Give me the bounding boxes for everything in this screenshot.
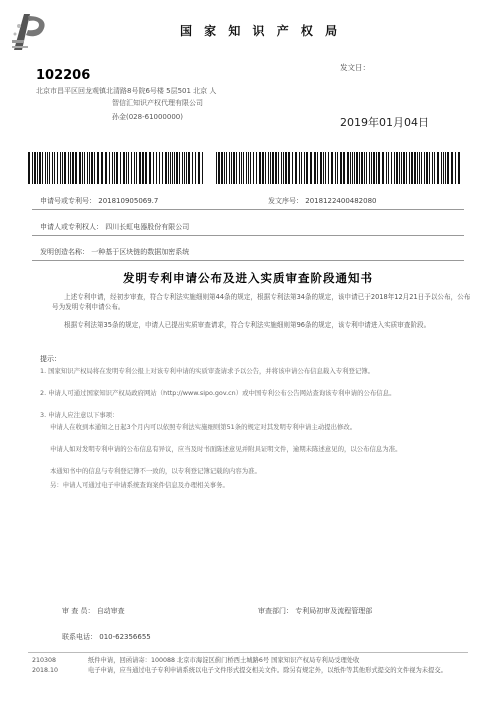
applicant-value: 四川长虹电器股份有限公司 xyxy=(105,223,190,231)
barcode-bar xyxy=(434,152,435,184)
barcode-bar xyxy=(347,152,349,184)
barcode-bar xyxy=(388,152,389,184)
barcode-bar xyxy=(310,152,312,184)
barcode-bar xyxy=(224,152,225,184)
barcode-bar xyxy=(371,152,372,184)
barcode-bar xyxy=(239,152,240,184)
barcode-bar xyxy=(246,152,247,184)
barcode-bar xyxy=(317,152,318,184)
barcode-bar xyxy=(369,152,370,184)
note-item: 另：申请人可通过电子申请系统查询案件信息及办理相关事务。 xyxy=(50,481,229,489)
barcode-bar xyxy=(131,152,132,184)
divider xyxy=(32,209,464,210)
barcode-bar xyxy=(70,152,71,184)
barcode-bar xyxy=(182,152,183,184)
barcode-bar xyxy=(359,152,360,184)
barcode-bar xyxy=(352,152,353,184)
applicant-label: 申请人或专利权人： xyxy=(40,223,103,231)
barcode-bar xyxy=(373,152,375,184)
barcode-bar xyxy=(97,152,99,184)
barcode-bar xyxy=(170,152,171,184)
office-name: 国 家 知 识 产 权 局 xyxy=(180,24,342,38)
barcode-bar xyxy=(241,152,242,184)
note-item: 本通知书中的信息与专利登记簿不一致的，以专利登记簿记载的内容为准。 xyxy=(50,467,261,475)
barcode-bar xyxy=(114,152,115,184)
barcode-bar xyxy=(120,152,121,184)
barcode-bar xyxy=(331,152,333,184)
barcode-bar xyxy=(101,152,103,184)
invention-label: 发明创造名称： xyxy=(40,248,89,256)
footer-line: 纸件申请，回函请寄：100088 北京市海淀区蓟门桥西土城路6号 国家知识产权局专利局受理处收 xyxy=(88,657,360,664)
barcode-bar xyxy=(356,152,358,184)
barcode-bar xyxy=(216,152,217,184)
barcode-bar xyxy=(366,152,367,184)
barcode-bar xyxy=(248,152,249,184)
barcode-bar xyxy=(262,152,264,184)
barcode-bar xyxy=(172,152,173,184)
barcode-bar xyxy=(79,152,81,184)
contact-row xyxy=(62,632,151,642)
barcode-bar xyxy=(350,152,351,184)
barcode-bar xyxy=(451,152,453,184)
barcode-bar xyxy=(91,152,93,184)
doc-serial-label: 发文序号： xyxy=(268,197,303,205)
barcode-bar xyxy=(123,152,125,184)
barcode-bar xyxy=(60,152,61,184)
barcode-bar xyxy=(198,152,200,184)
barcode-bar xyxy=(32,152,33,184)
barcode-bar xyxy=(272,152,274,184)
barcode-bar xyxy=(87,152,88,184)
barcode-bar xyxy=(399,152,400,184)
barcode-bar xyxy=(288,152,290,184)
barcode-bar xyxy=(159,152,160,184)
barcode-bar xyxy=(174,152,175,184)
barcode-bar xyxy=(75,152,77,184)
barcode-bar xyxy=(409,152,410,184)
barcode-bar xyxy=(112,152,113,184)
application-number-label: 申请号或专利号： xyxy=(40,197,96,205)
barcode-bar xyxy=(292,152,293,184)
barcode-bar xyxy=(417,152,418,184)
barcode-bar xyxy=(153,152,154,184)
barcode-bar xyxy=(443,152,444,184)
barcode-bar xyxy=(49,152,50,184)
barcode-bar xyxy=(139,152,141,184)
barcode-bar xyxy=(184,152,185,184)
barcode-bar xyxy=(314,152,316,184)
barcode-bar xyxy=(437,152,439,184)
examiner-value: 自动审查 xyxy=(96,607,125,615)
contact-value: 010-62356655 xyxy=(99,633,151,641)
barcode-bar xyxy=(403,152,405,184)
application-number-row xyxy=(40,196,158,206)
form-date: 2018.10 xyxy=(32,667,59,674)
note-item: 申请人在收到本通知之日起3个月内可以依照专利法实施细则第51条的规定对其发明专利申请主动提出修改。 xyxy=(50,423,357,431)
applicant-row xyxy=(40,222,189,232)
barcode-bar xyxy=(421,152,422,184)
barcode-bar xyxy=(82,152,83,184)
barcode-bar xyxy=(84,152,85,184)
barcode-bar xyxy=(186,152,187,184)
barcode-bar xyxy=(328,152,329,184)
doc-serial-row xyxy=(268,196,377,206)
barcode-bar xyxy=(243,152,244,184)
notice-paragraph: 上述专利申请，经初步审查，符合专利法实施细则第44条的规定，根据专利法第34条的规定，该申请已于2018年12月21日予以公布，公布号为发明专利申请公布。 xyxy=(52,293,471,311)
address-line: 孙金(028-61000000) xyxy=(112,113,183,121)
barcode-bar xyxy=(188,152,190,184)
barcode-bar xyxy=(325,152,326,184)
barcode-bar xyxy=(429,152,430,184)
barcode-bar xyxy=(283,152,284,184)
barcode-bar xyxy=(306,152,308,184)
department-row xyxy=(258,606,372,616)
barcode-bar xyxy=(145,152,147,184)
barcode-bar xyxy=(376,152,377,184)
note-item: 1. 国家知识产权局将在发明专利公报上对该专利申请的实质审查请求予以公告，并将该申请公布信息载入专利登记簿。 xyxy=(40,367,375,375)
barcode-bar xyxy=(455,152,456,184)
barcode-bar xyxy=(109,152,110,184)
barcode-bar xyxy=(45,152,46,184)
barcode-bar xyxy=(419,152,420,184)
postcode: 102206 xyxy=(36,68,91,83)
patent-office-emblem-icon xyxy=(10,10,52,56)
barcode-bar xyxy=(391,152,392,184)
barcode-bar xyxy=(361,152,363,184)
barcode-bar xyxy=(221,152,223,184)
doc-serial-value: 2018122400482080 xyxy=(305,197,377,205)
contact-label: 联系电话： xyxy=(62,633,97,641)
examiner-label: 审 查 员： xyxy=(62,607,95,615)
barcode-bar xyxy=(105,152,107,184)
notes-heading: 提示： xyxy=(40,355,61,363)
barcode-bar xyxy=(378,152,380,184)
barcode-bar xyxy=(270,152,271,184)
divider xyxy=(32,260,464,261)
department-label: 审查部门： xyxy=(258,607,293,615)
barcode-bar xyxy=(386,152,387,184)
barcode-left xyxy=(28,152,206,184)
barcode-bar xyxy=(281,152,282,184)
barcode-bar xyxy=(47,152,48,184)
barcode-bar xyxy=(176,152,178,184)
barcode-bar xyxy=(226,152,227,184)
notice-title: 发明专利申请公布及进入实质审查阶段通知书 xyxy=(123,271,373,285)
barcode-bar xyxy=(250,152,251,184)
barcode-bar xyxy=(335,152,336,184)
barcode-bar xyxy=(401,152,402,184)
address-line: 智信汇知识产权代理有限公司 xyxy=(112,99,203,107)
barcode-bar xyxy=(445,152,446,184)
barcode-bar xyxy=(231,152,232,184)
barcode-bar xyxy=(72,152,74,184)
barcode-bar xyxy=(195,152,196,184)
barcode-bar xyxy=(275,152,277,184)
barcode-bar xyxy=(149,152,151,184)
barcode-bar xyxy=(54,152,55,184)
footer-line: 电子申请，应当通过电子专利申请系统以电子文件形式提交相关文件。除另有规定外，以纸件等其他形式提交的文件视为未提交。 xyxy=(88,667,447,674)
barcode-bar xyxy=(268,152,269,184)
barcode-bar xyxy=(396,152,398,184)
barcode-bar xyxy=(34,152,36,184)
barcode-bar xyxy=(168,152,169,184)
barcode-bar xyxy=(52,152,53,184)
barcode-bar xyxy=(278,152,279,184)
barcode-bar xyxy=(343,152,345,184)
notice-paragraph: 根据专利法第35条的规定，申请人已提出实质审查请求，符合专利法实施细则第96条的规定，该专利申请进入实质审查阶段。 xyxy=(64,321,431,329)
barcode-bar xyxy=(94,152,95,184)
barcode-bar xyxy=(295,152,297,184)
barcode-bar xyxy=(116,152,118,184)
barcode-bar xyxy=(304,152,305,184)
barcode-bar xyxy=(364,152,365,184)
barcode-bar xyxy=(424,152,425,184)
barcode-bar xyxy=(253,152,254,184)
barcode-bar xyxy=(128,152,129,184)
barcode-bar xyxy=(411,152,413,184)
barcode-bar xyxy=(64,152,66,184)
barcode-bar xyxy=(320,152,322,184)
note-item: 2. 申请人可通过国家知识产权局政府网站（http://www.sipo.gov.cn）或中国专利公布公告网站查询该专利申请的公布信息。 xyxy=(40,389,396,397)
issue-date-label: 发文日： xyxy=(340,63,370,72)
barcode-bar xyxy=(136,152,137,184)
address-line: 北京市昌平区回龙观镇北清路8号院6号楼 5层501 北京 人 xyxy=(36,87,217,95)
barcode-bar xyxy=(432,152,433,184)
department-value: 专利局初审及流程管理部 xyxy=(295,607,373,615)
barcode-bar xyxy=(142,152,144,184)
barcode-bar xyxy=(202,152,203,184)
barcode-bar xyxy=(192,152,193,184)
barcode-bar xyxy=(134,152,135,184)
form-code: 210308 xyxy=(32,657,57,664)
barcode-bar xyxy=(156,152,157,184)
divider xyxy=(32,235,464,236)
invention-value: 一种基于区块链的数据加密系统 xyxy=(91,248,190,256)
barcode-bar xyxy=(126,152,127,184)
note-item: 3. 申请人应注意以下事项： xyxy=(40,411,119,419)
barcode-bar xyxy=(229,152,230,184)
barcode-bar xyxy=(406,152,407,184)
barcode-bar xyxy=(354,152,355,184)
barcode-bar xyxy=(458,152,460,184)
barcode-bar xyxy=(441,152,442,184)
barcode-bar xyxy=(218,152,220,184)
issue-date: 2019年01月04日 xyxy=(340,116,429,129)
barcode-bar xyxy=(256,152,257,184)
barcode-bar xyxy=(340,152,342,184)
barcode-bar xyxy=(62,152,63,184)
barcode-bar xyxy=(68,152,69,184)
barcode-bar xyxy=(337,152,338,184)
barcode-bar xyxy=(382,152,384,184)
barcode-bar xyxy=(179,152,180,184)
barcode-bar xyxy=(165,152,167,184)
examiner-row xyxy=(62,606,125,616)
barcode-bar xyxy=(236,152,237,184)
barcode-bar xyxy=(285,152,287,184)
barcode-bar xyxy=(265,152,266,184)
barcode-bar xyxy=(28,152,30,184)
barcode-bar xyxy=(447,152,449,184)
divider xyxy=(28,652,468,653)
barcode-bar xyxy=(37,152,38,184)
barcode-bar xyxy=(162,152,163,184)
application-number-value: 201810905069.7 xyxy=(98,197,159,205)
barcode-bar xyxy=(89,152,90,184)
barcode-bar xyxy=(39,152,41,184)
barcode-bar xyxy=(57,152,58,184)
barcode-bar xyxy=(42,152,43,184)
note-item: 申请人如对发明专利申请的公布信息有异议，应当及时书面陈述意见并附具证明文件，逾期未陈述意见的，以公布信息为准。 xyxy=(50,445,402,453)
barcode-bar xyxy=(233,152,235,184)
barcode-bar xyxy=(299,152,300,184)
barcode-bar xyxy=(426,152,428,184)
invention-row xyxy=(40,247,189,257)
barcode-bar xyxy=(259,152,261,184)
barcode-bar xyxy=(323,152,324,184)
barcode-right xyxy=(216,152,464,184)
barcode-bar xyxy=(301,152,302,184)
barcode-bar xyxy=(414,152,416,184)
barcode-bar xyxy=(394,152,395,184)
